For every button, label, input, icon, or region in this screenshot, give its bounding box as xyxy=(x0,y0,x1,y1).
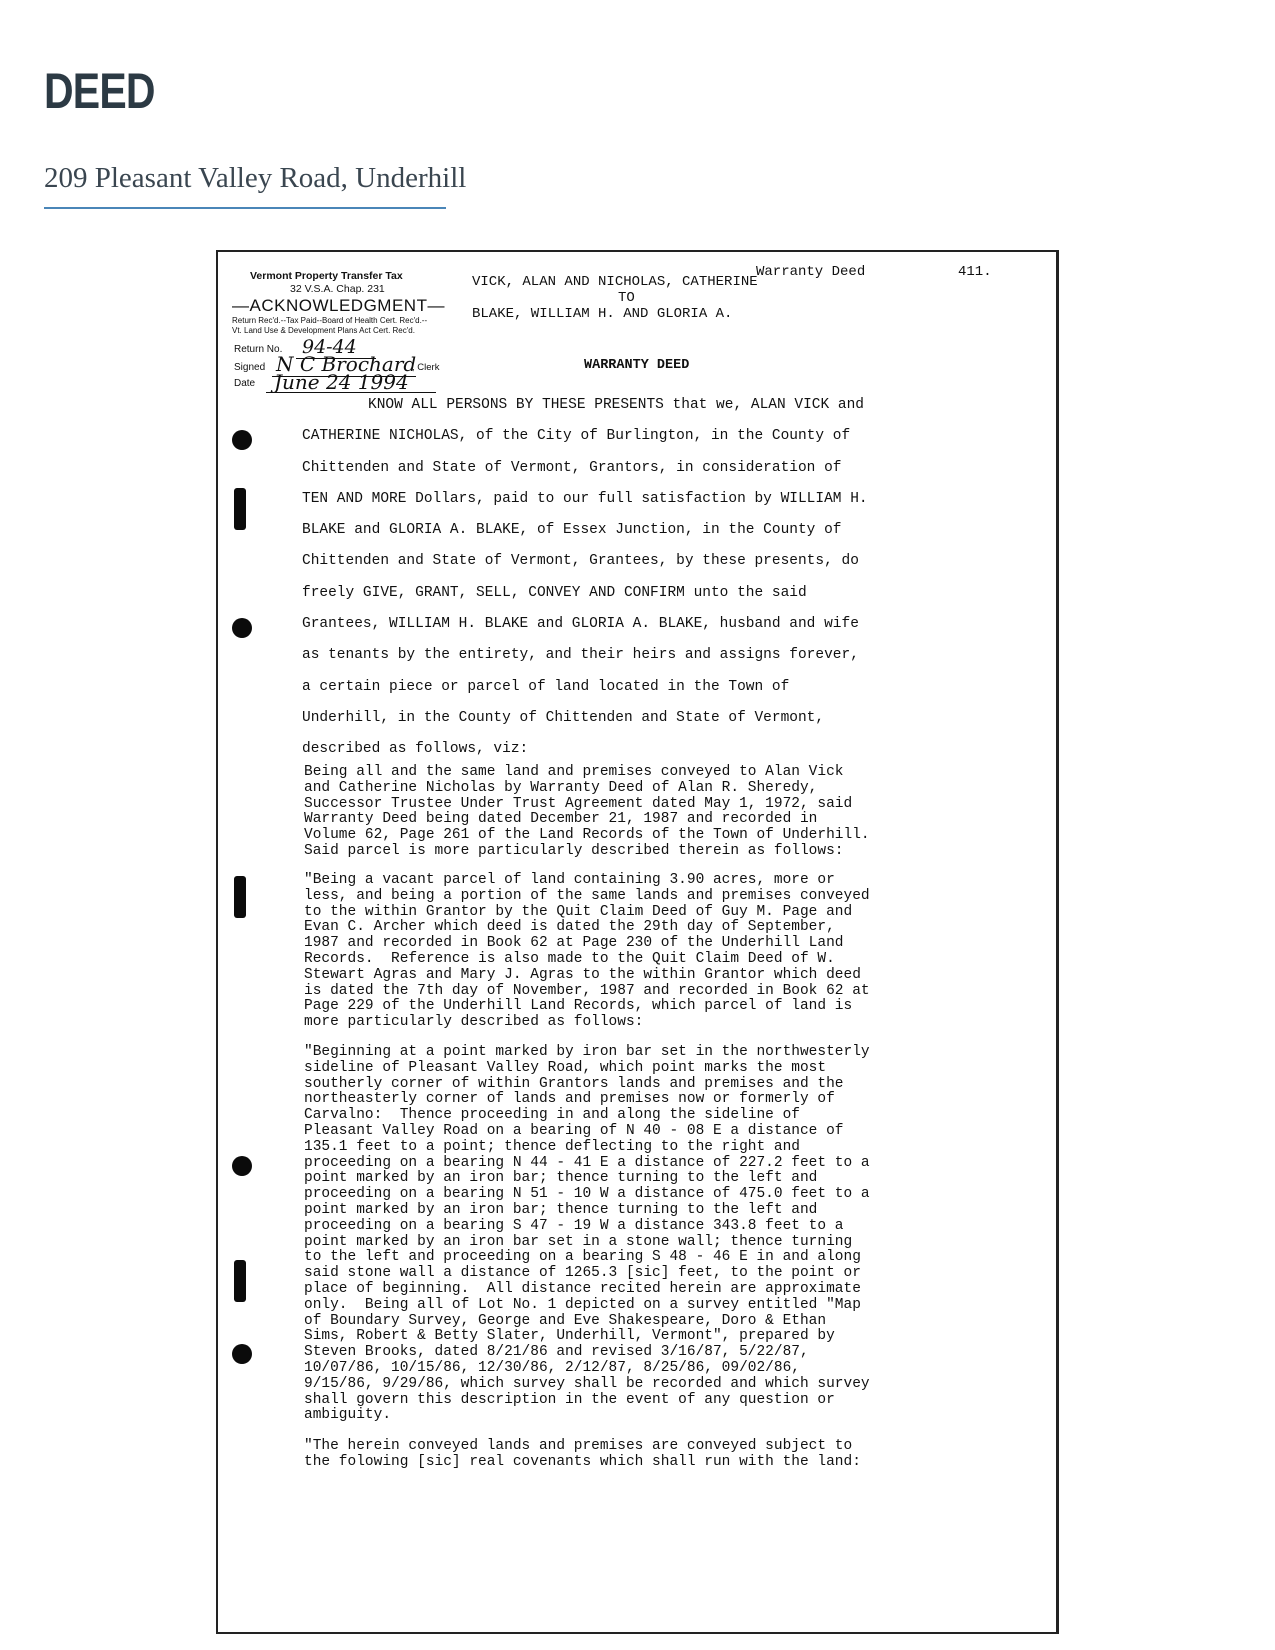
page-subtitle: 209 Pleasant Valley Road, Underhill xyxy=(44,162,467,194)
deed-body-double-spaced xyxy=(302,390,1042,766)
body-line: BLAKE and GLORIA A. BLAKE, of Essex Junction, in the County of xyxy=(302,522,842,539)
stamp-acknowledgment: —ACKNOWLEDGMENT— xyxy=(232,296,445,315)
stamp-line-1: Vermont Property Transfer Tax xyxy=(250,270,403,282)
body-line: TEN AND MORE Dollars, paid to our full satisfaction by WILLIAM H. xyxy=(302,490,868,507)
stamp-date-label: Date xyxy=(234,378,256,389)
punch-hole xyxy=(232,1156,252,1176)
deed-document-image xyxy=(216,250,1059,1634)
body-line: Chittenden and State of Vermont, Grantees, by these presents, do xyxy=(302,553,859,570)
body-line: freely GIVE, GRANT, SELL, CONVEY AND CONFIRM unto the said xyxy=(302,584,807,601)
stamp-date-value: June 24 1994 xyxy=(274,370,409,394)
binding-slot xyxy=(234,876,246,918)
to-line: TO xyxy=(618,290,635,306)
deed-type-label: Warranty Deed xyxy=(756,264,866,280)
punch-hole xyxy=(232,618,252,638)
body-line: Underhill, in the County of Chittenden and State of Vermont, xyxy=(302,709,825,726)
stamp-signature: N C Brochard xyxy=(276,352,417,376)
body-line: Chittenden and State of Vermont, Grantors, in consideration of xyxy=(302,459,842,476)
deed-parties xyxy=(472,274,758,322)
body-line: KNOW ALL PERSONS BY THESE PRESENTS that we, ALAN VICK and xyxy=(368,397,864,413)
deed-heading: WARRANTY DEED xyxy=(584,358,690,373)
body-line: CATHERINE NICHOLAS, of the City of Burlington, in the County of xyxy=(302,428,851,445)
stamp-signed-label: Signed xyxy=(234,362,266,373)
deed-paragraph-covenants: "The herein conveyed lands and premises are conveyed subject to the folowing [sic] real covenants which shall run with the land: xyxy=(304,1438,861,1470)
page-title: DEED xyxy=(44,63,155,119)
punch-hole xyxy=(232,430,252,450)
stamp-clerk-label: , Clerk xyxy=(412,362,440,373)
stamp-line-2: 32 V.S.A. Chap. 231 xyxy=(290,283,385,295)
body-line: a certain piece or parcel of land located in the Town of xyxy=(302,678,790,695)
binding-slot xyxy=(234,488,246,530)
stamp-line-5: Vt. Land Use & Development Plans Act Cert. Rec'd. xyxy=(232,326,415,335)
punch-hole xyxy=(232,1344,252,1364)
subtitle-underline xyxy=(44,207,446,209)
binding-slot xyxy=(234,1260,246,1302)
body-line: described as follows, viz: xyxy=(302,741,529,758)
stamp-line-4: Return Rec'd.--Tax Paid--Board of Health Cert. Rec'd.-- xyxy=(232,316,428,325)
deed-paragraph-prior-conveyance: Being all and the same land and premises conveyed to Alan Vick and Catherine Nicholas by Warranty Deed of Alan R. Sheredy, Successor Trustee Under Trust Agreement dated May 1, 1972, said Warranty Deed being dated December 21, 1987 and recorded in Volume 62, Page 261 of the Land Records of the Town of Underhill. Said parcel is more particularly described therein as follows: xyxy=(304,764,870,859)
grantors-line: VICK, ALAN AND NICHOLAS, CATHERINE xyxy=(472,274,758,290)
deed-paragraph-boundary: "Beginning at a point marked by iron bar set in the northwesterly sideline of Pleasant Valley Road, which point marks the most southerly corner of within Grantors lands and premises and the northeasterly corner of lands and premises now or formerly of Carvalno: Thence proceeding in and along the sideline of Pleasant Valley Road on a bearing of N 40 - 08 E a distance of 135.1 feet to a point; thence deflecting to the right and proceeding on a bearing N 44 - 41 E a distance of 227.2 feet to a point marked by an iron bar; thence turning to the left and proceeding on a bearing N 51 - 10 W a distance of 475.0 feet to a point marked by an iron bar; thence turning to the left and proceeding on a bearing S 47 - 19 W a distance 343.8 feet to a point marked by an iron bar set in a stone wall; thence turning to the left and proceeding on a bearing S 48 - 46 E in and along said stone wall a distance of 1265.3 [sic] feet, to the point or place of beginning. All distance recited herein are approximate only. Being all of Lot No. 1 depicted on a survey entitled "Map of Boundary Survey, George and Eve Shakespeare, Doro & Ethan Sims, Robert & Betty Slater, Underhill, Vermont", prepared by Steven Brooks, dated 8/21/86 and revised 3/16/87, 5/22/87, 10/07/86, 10/15/86, 12/30/86, 2/12/87, 8/25/86, 09/02/86, 9/15/86, 9/29/86, which survey shall be recorded and which survey shall govern this description in the event of any question or ambiguity. xyxy=(304,1044,870,1424)
body-line: Grantees, WILLIAM H. BLAKE and GLORIA A. BLAKE, husband and wife xyxy=(302,616,859,633)
grantees-line: BLAKE, WILLIAM H. AND GLORIA A. xyxy=(472,306,733,322)
stamp-return-number: 94-44 xyxy=(302,336,357,358)
body-line: as tenants by the entirety, and their heirs and assigns forever, xyxy=(302,647,859,664)
deed-paragraph-parcel: "Being a vacant parcel of land containing 3.90 acres, more or less, and being a portion of the same lands and premises conveyed to the within Grantor by the Quit Claim Deed of Guy M. Page and Evan C. Archer which deed is dated the 29th day of September, 1987 and recorded in Book 62 at Page 230 of the Underhill Land Records. Reference is also made to the Quit Claim Deed of W. Stewart Agras and Mary J. Agras to the within Grantor which deed is dated the 7th day of November, 1987 and recorded in Book 62 at Page 229 of the Underhill Land Records, which parcel of land is more particularly described as follows: xyxy=(304,872,870,1031)
deed-page-number: 411. xyxy=(958,264,992,280)
stamp-return-label: Return No. xyxy=(234,344,283,355)
